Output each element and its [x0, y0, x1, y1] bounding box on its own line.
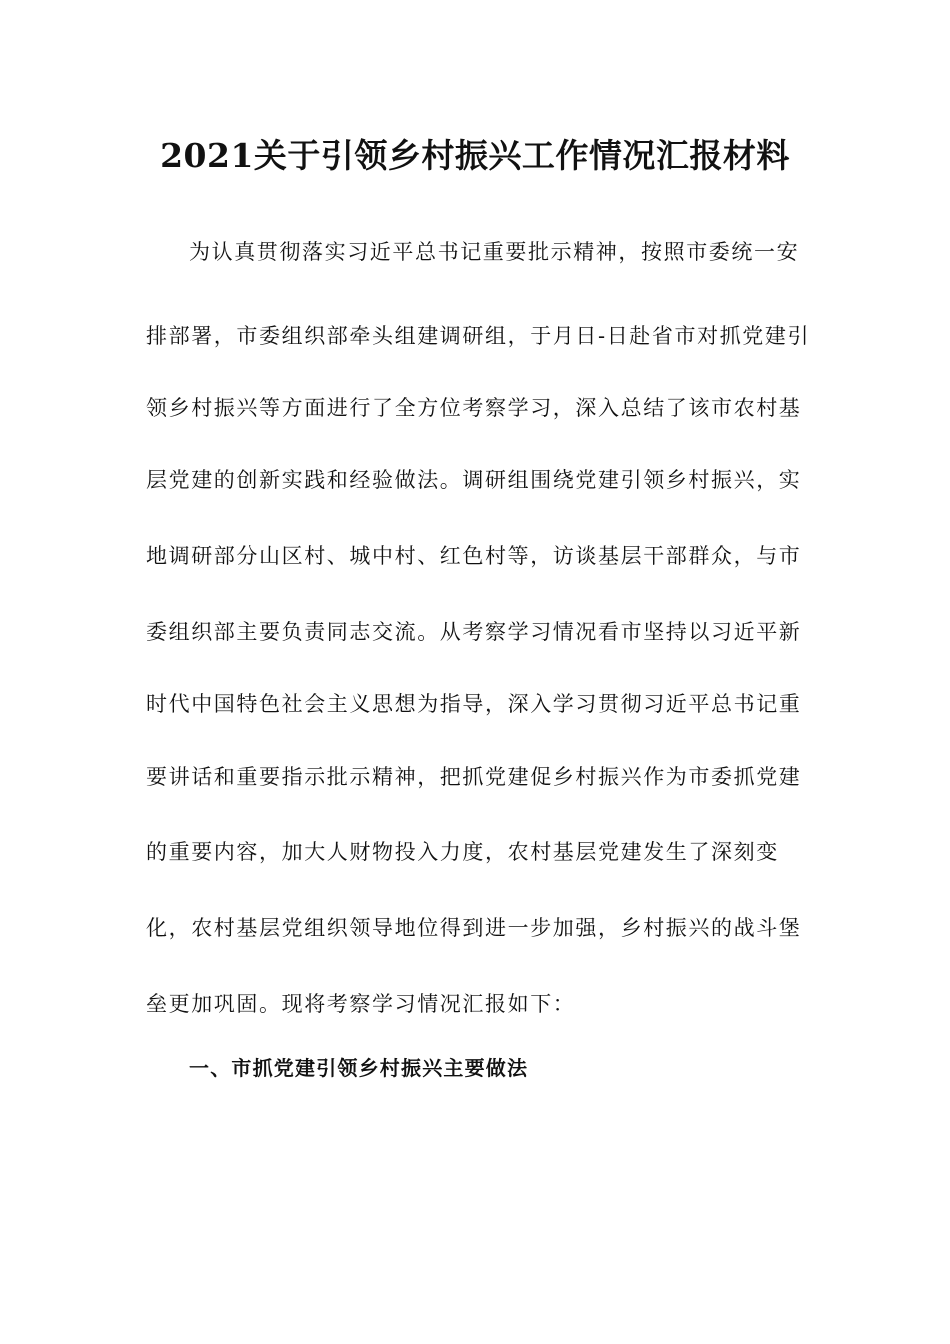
paragraph-line: 化，农村基层党组织领导地位得到进一步加强，乡村振兴的战斗堡 [146, 916, 802, 940]
document-title: 2021关于引领乡村振兴工作情况汇报材料 [160, 136, 790, 175]
paragraph-line: 的重要内容，加大人财物投入力度，农村基层党建发生了深刻变 [146, 840, 779, 864]
paragraph-line: 为认真贯彻落实习近平总书记重要批示精神，按照市委统一安 [189, 240, 800, 264]
paragraph-line: 领乡村振兴等方面进行了全方位考察学习，深入总结了该市农村基 [146, 396, 802, 420]
paragraph-line: 层党建的创新实践和经验做法。调研组围绕党建引领乡村振兴，实 [146, 468, 802, 492]
paragraph-line: 垒更加巩固。现将考察学习情况汇报如下： [146, 992, 576, 1016]
paragraph-line: 地调研部分山区村、城中村、红色村等，访谈基层干部群众，与市 [146, 544, 802, 568]
paragraph-line: 要讲话和重要指示批示精神，把抓党建促乡村振兴作为市委抓党建 [146, 765, 802, 789]
section-heading: 一、市抓党建引领乡村振兴主要做法 [189, 1056, 529, 1080]
paragraph-line: 时代中国特色社会主义思想为指导，深入学习贯彻习近平总书记重 [146, 692, 802, 716]
paragraph-line: 排部署，市委组织部牵头组建调研组，于月日-日赴省市对抓党建引 [146, 324, 811, 348]
paragraph-line: 委组织部主要负责同志交流。从考察学习情况看市坚持以习近平新 [146, 620, 802, 644]
